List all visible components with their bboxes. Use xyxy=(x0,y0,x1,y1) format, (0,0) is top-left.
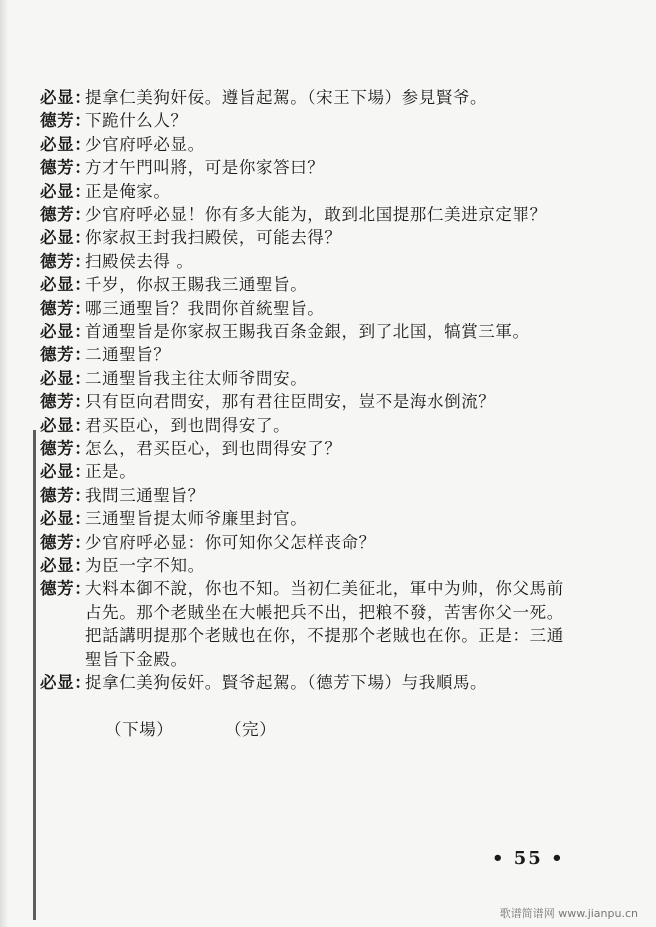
dialogue-text: 正是。 xyxy=(85,462,137,482)
speaker-label: 必显： xyxy=(40,415,92,435)
watermark: 歌谱简谱网 www.jianpu.cn xyxy=(499,907,638,920)
dialogue-text: 少官府呼必显！你有多大能为，敢到北国提那仁美进京定罪？ xyxy=(85,205,547,224)
speaker-label: 德芳： xyxy=(40,205,92,224)
dialogue-text: 我問三通聖旨？ xyxy=(85,485,205,505)
dialogue-line xyxy=(40,135,205,155)
dialogue-line xyxy=(40,228,342,248)
speaker-label: 必显： xyxy=(40,556,92,575)
dialogue-line xyxy=(40,322,530,342)
speaker-label: 德芳： xyxy=(40,392,92,412)
dialogue-line xyxy=(40,556,205,576)
speaker-label: 德芳： xyxy=(40,158,92,178)
page-number: • 55 • xyxy=(492,848,565,869)
dialogue-line xyxy=(40,182,171,202)
speaker-label: 必显： xyxy=(40,673,92,692)
dialogue-text: 大料本御不說，你也不知。当初仁美征北，軍中为帅，你父馬前 xyxy=(85,579,564,599)
dialogue-line xyxy=(40,486,205,506)
dialogue-text: 怎么，君买臣心，到也問得安了？ xyxy=(85,439,342,458)
dialogue-line xyxy=(85,603,564,623)
dialogue-text: 你家叔王封我扫殿侯，可能去得？ xyxy=(85,228,342,248)
speaker-label: 必显： xyxy=(40,322,92,341)
dialogue-text: 首通聖旨是你家叔王賜我百条金銀，到了北国，犒賞三軍。 xyxy=(85,322,530,341)
speaker-label: 德芳： xyxy=(40,345,92,365)
end-note: （完） xyxy=(225,720,277,739)
dialogue-text: 为臣一字不知。 xyxy=(85,556,205,575)
dialogue-text: 三通聖旨提太师爷廉里封官。 xyxy=(85,509,308,529)
dialogue-text: 二通聖旨？ xyxy=(85,345,171,365)
speaker-label: 德芳： xyxy=(40,485,92,505)
speaker-label: 必显： xyxy=(40,275,92,295)
dialogue-line xyxy=(40,88,487,108)
dialogue-text: 捉拿仁美狗佞奸。賢爷起駕。（德芳下場）与我順馬。 xyxy=(85,673,488,692)
dialogue-line xyxy=(40,462,136,482)
dialogue-text: 聖旨下金殿。 xyxy=(85,649,188,669)
speaker-label: 德芳： xyxy=(40,111,92,131)
binding-edge xyxy=(33,430,36,920)
dialogue-text: 把話講明提那个老賊也在你，不提那个老賊也在你。正是：三通 xyxy=(85,626,564,646)
dialogue-line xyxy=(40,369,307,389)
dialogue-text: 扫殿侯去得 。 xyxy=(85,251,194,271)
speaker-label: 德芳： xyxy=(40,579,92,599)
page-shadow xyxy=(0,0,8,927)
dialogue-line xyxy=(40,416,290,436)
speaker-label: 必显： xyxy=(40,228,92,248)
dialogue-line xyxy=(40,205,547,225)
dialogue-text: 方才午門叫將，可是你家答曰？ xyxy=(85,158,325,178)
dialogue-text: 千岁，你叔王賜我三通聖旨。 xyxy=(85,275,308,295)
speaker-label: 必显： xyxy=(40,88,92,107)
dialogue-text: 哪三通聖旨？我問你首統聖旨。 xyxy=(85,298,325,318)
dialogue-line xyxy=(40,111,188,131)
dialogue-line xyxy=(40,533,376,553)
dialogue-text: 少官府呼必显。 xyxy=(85,134,205,154)
speaker-label: 德芳： xyxy=(40,439,92,458)
dialogue-line xyxy=(40,252,193,272)
speaker-label: 必显： xyxy=(40,134,92,154)
dialogue-text: 二通聖旨我主往太师爷問安。 xyxy=(85,368,308,388)
dialogue-text: 占先。那个老賊坐在大帳把兵不出，把粮不發，苦害你父一死。 xyxy=(85,602,564,622)
speaker-label: 必显： xyxy=(40,509,92,529)
dialogue-text: 提拿仁美狗奸佞。遵旨起駕。（宋王下場）参見賢爷。 xyxy=(85,88,488,107)
speaker-label: 德芳： xyxy=(40,251,92,271)
dialogue-line xyxy=(40,579,564,599)
dialogue-text: 只有臣向君問安，那有君往臣問安，豈不是海水倒流？ xyxy=(85,392,496,412)
dialogue-line xyxy=(40,673,487,693)
dialogue-line xyxy=(40,299,324,319)
stage-direction-exit: （下場） xyxy=(105,720,174,739)
dialogue-line xyxy=(40,345,171,365)
speaker-label: 必显： xyxy=(40,462,92,482)
dialogue-line xyxy=(40,275,307,295)
dialogue-text: 少官府呼必显：你可知你父怎样丧命？ xyxy=(85,532,376,552)
dialogue-line xyxy=(40,392,495,412)
speaker-label: 德芳： xyxy=(40,298,92,318)
dialogue-line xyxy=(40,509,307,529)
dialogue-line xyxy=(40,439,342,459)
speaker-label: 必显： xyxy=(40,181,92,201)
dialogue-text: 下跪什么人？ xyxy=(85,111,188,131)
dialogue-line xyxy=(40,158,324,178)
speaker-label: 必显： xyxy=(40,368,92,388)
dialogue-line xyxy=(85,650,188,670)
dialogue-text: 君买臣心，到也問得安了。 xyxy=(85,415,291,435)
dialogue-text: 正是俺家。 xyxy=(85,181,171,201)
speaker-label: 德芳： xyxy=(40,532,92,552)
dialogue-line xyxy=(85,626,564,646)
